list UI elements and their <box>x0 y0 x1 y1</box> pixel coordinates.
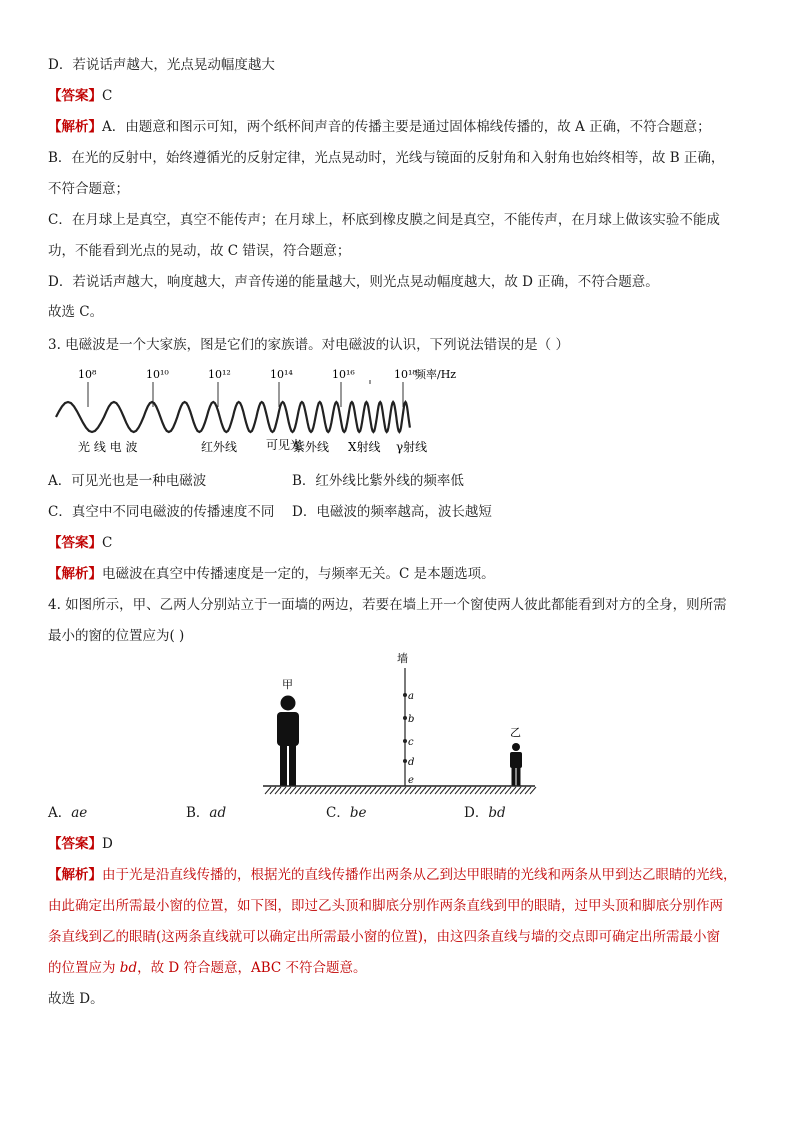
point-b: b <box>408 714 415 725</box>
explanation-tag: 【解析】 <box>48 119 102 135</box>
explanation-text: 电磁波在真空中传播速度是一定的，与频率无关。C 是本题选项。 <box>102 566 495 582</box>
point-c: c <box>408 737 414 748</box>
q3-stem: 3. 电磁波是一个大家族，图是它们的家族谱。对电磁波的认识，下列说法错误的是（ ） <box>48 337 569 353</box>
explanation-tag: 【解析】 <box>48 566 102 582</box>
q3-option-b: B．红外线比紫外线的频率低 <box>292 473 464 489</box>
wall-label: 墙 <box>397 652 408 665</box>
q2-explanation-c1: C．在月球上是真空，真空不能传声；在月球上，杯底到橡皮膜之间是真空，不能传声，在月球上做该实验不能成 <box>48 212 720 228</box>
band-label-radio: 光 线 电 波 <box>78 440 138 454</box>
answer-value: C <box>102 535 113 551</box>
freq-label-3: 10¹² <box>208 368 231 381</box>
q3-answer <box>48 533 112 553</box>
tick-marks <box>88 380 403 407</box>
point-d: d <box>408 757 415 768</box>
band-label-ultraviolet: 紫外线 <box>293 440 330 454</box>
person-jia-label: 甲 <box>282 678 293 691</box>
q3-option-c: C．真空中不同电磁波的传播速度不同 <box>48 504 275 520</box>
q2-explanation-b1: B．在光的反射中，始终遵循光的反射定律，光点晃动时，光线与镜面的反射角和入射角也始终相等，故 B 正确， <box>48 150 725 166</box>
q4-stem-line-1: 4. 如图所示，甲、乙两人分别站立于一面墙的两边，若要在墙上开一个窗使两人彼此都能看到对方的全身，则所需 <box>48 597 727 613</box>
q4-stem-line-2: 最小的窗的位置应为( ) <box>48 628 185 644</box>
point-e: e <box>408 775 414 786</box>
q2-explanation-d: D．若说话声越大，响度越大，声音传递的能量越大，则光点晃动幅度越大，故 D 正确，不符合题意。 <box>48 274 659 290</box>
explanation-text: A．由题意和图示可知，两个纸杯间声音的传播主要是通过固体棉线传播的，故 A 正确，不符合题意； <box>102 119 711 135</box>
explanation-tag: 【解析】 <box>48 867 102 883</box>
explanation-text: 由于光是沿直线传播的，根据光的直线传播作出两条从乙到达甲眼睛的光线和两条从甲到达乙眼睛的光线， <box>102 867 737 883</box>
answer-tag: 【答案】 <box>48 535 102 551</box>
band-label-infrared: 红外线 <box>201 440 238 454</box>
freq-label-4: 10¹⁴ <box>270 368 293 381</box>
answer-value: C <box>102 88 113 104</box>
answer-value: D <box>102 836 113 852</box>
q4-option-a: A．ae <box>48 805 88 821</box>
q4-explanation-4: 的位置应为 bd，故 D 符合题意，ABC 不符合题意。 <box>48 960 367 976</box>
electromagnetic-spectrum-figure <box>48 362 468 462</box>
answer-tag: 【答案】 <box>48 836 102 852</box>
q4-option-c: C．be <box>326 805 367 821</box>
q2-option-d: D．若说话声越大，光点晃动幅度越大 <box>48 57 275 73</box>
q3-explanation <box>48 564 495 584</box>
wall-figure <box>255 650 540 800</box>
q2-explanation-c2: 功，不能看到光点的晃动，故 C 错误，符合题意； <box>48 243 351 259</box>
freq-axis-label: 频率/Hz <box>415 368 457 381</box>
wave-curve <box>56 402 410 432</box>
q4-option-d: D．bd <box>464 805 506 821</box>
q4-explanation-3: 条直线到乙的眼睛(这两条直线就可以确定出所需最小窗的位置)，由这四条直线与墙的交点即可确定出所需最小窗 <box>48 929 721 945</box>
band-label-visible: 可见光 <box>266 438 303 452</box>
freq-label-2: 10¹⁰ <box>146 368 169 381</box>
ground-hatching <box>265 787 536 794</box>
answer-tag: 【答案】 <box>48 88 102 104</box>
q2-explanation-b2: 不符合题意； <box>48 181 129 197</box>
q3-option-a: A．可见光也是一种电磁波 <box>48 473 207 489</box>
q4-option-b: B．ad <box>186 805 227 821</box>
q4-conclusion: 故选 D。 <box>48 991 104 1007</box>
q4-answer <box>48 834 113 854</box>
freq-label-6: 10¹⁸ <box>394 368 417 381</box>
q2-conclusion: 故选 C。 <box>48 304 104 320</box>
freq-label-5: 10¹⁶ <box>332 368 355 381</box>
person-jia-icon <box>277 696 299 787</box>
q4-explanation-1 <box>48 865 737 885</box>
q4-explanation-2: 由此确定出所需最小窗的位置，如下图，即过乙头顶和脚底分别作两条直线到甲的眼睛，过甲头顶和脚底分别作两 <box>48 898 723 914</box>
q2-answer <box>48 86 112 106</box>
freq-label-1: 10⁸ <box>78 368 97 381</box>
q3-option-d: D．电磁波的频率越高，波长越短 <box>292 504 492 520</box>
band-label-xray: X射线 <box>348 440 381 454</box>
q2-explanation-a <box>48 117 711 137</box>
person-yi-label: 乙 <box>510 726 521 739</box>
person-yi-icon <box>510 743 522 786</box>
band-label-gamma: γ射线 <box>396 440 428 454</box>
point-a: a <box>408 691 414 702</box>
